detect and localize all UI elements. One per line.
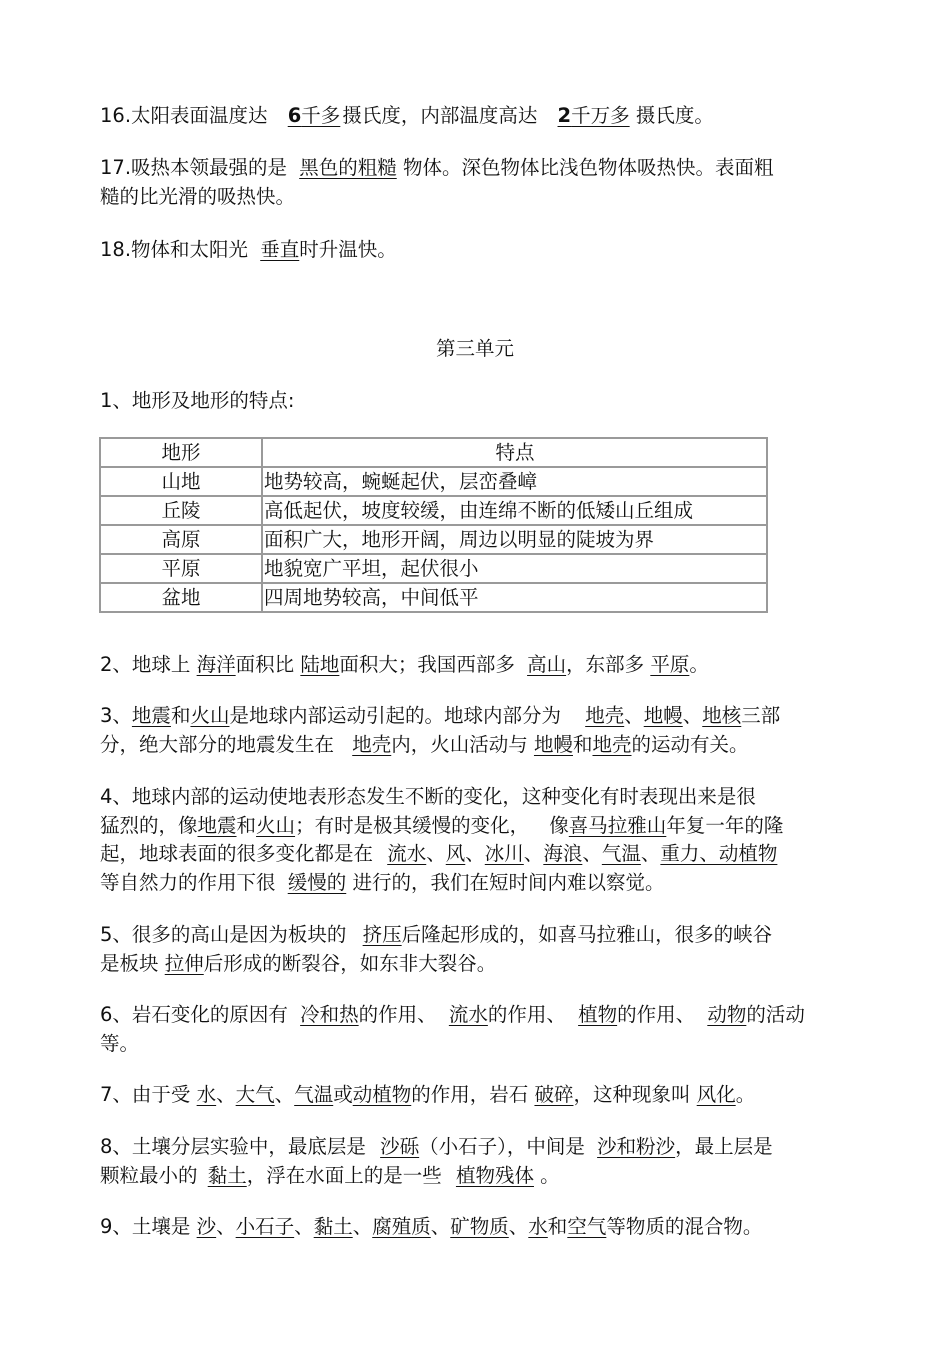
text: 摄氏度。: [635, 104, 714, 127]
text: 16.太阳表面温度达: [100, 104, 268, 127]
text: 5、很多的高山是因为板块的: [100, 923, 347, 946]
text: 进行的，我们在短时间内难以察觉。: [352, 870, 665, 894]
answer-blank: 地幔: [533, 732, 573, 756]
text: 是地球内部运动引起的。地球内部分为: [229, 704, 561, 727]
text: 8、土壤分层实验中，最底层是: [100, 1135, 366, 1158]
table-cell: 面积广大，地形开阔，周边以明显的陡坡为界: [262, 525, 767, 554]
text: 、: [294, 1215, 314, 1238]
table-cell: 丘陵: [100, 496, 262, 525]
text: 2、地球上: [100, 653, 191, 676]
text: 起，地球表面的很多变化都是在: [100, 842, 374, 865]
item-5: [100, 921, 850, 978]
text: 。: [689, 653, 709, 676]
answer-blank: 地震: [197, 813, 237, 837]
answer-blank: 大气: [235, 1083, 275, 1106]
text: 分，绝大部分的地震发生在: [100, 732, 335, 756]
table-cell: 四周地势较高，中间低平: [262, 583, 767, 612]
answer-blank: 沙和粉沙: [597, 1135, 676, 1158]
table-header-row: [100, 438, 767, 467]
text: 、: [682, 704, 703, 727]
text: 是板块: [100, 951, 159, 975]
text: 糙的比光滑的吸热快。: [100, 184, 296, 208]
text: 3、: [100, 704, 132, 727]
unit-title: 第三单元: [435, 337, 514, 360]
table-row: [100, 525, 767, 554]
text: 的运动有关。: [631, 732, 749, 756]
text: 年复一年的隆: [666, 813, 784, 837]
answer-blank: 冷和热: [300, 1003, 359, 1026]
answer-blank: 风: [445, 842, 466, 865]
text: 颗粒最小的: [100, 1163, 198, 1187]
header-cell: 特点: [262, 438, 767, 467]
answer-blank: 挤压: [362, 923, 402, 946]
text: 、: [508, 1215, 529, 1238]
answer-blank: 海洋: [196, 653, 236, 676]
answer-blank: 地震: [131, 704, 171, 727]
item-6: [100, 1001, 850, 1058]
answer-blank: 矿物质: [450, 1215, 509, 1238]
answer-blank: 平原: [650, 653, 690, 676]
text: 或: [333, 1083, 353, 1106]
table-row: [100, 467, 767, 496]
table-cell: 盆地: [100, 583, 262, 612]
text: 。: [540, 1163, 560, 1187]
table-cell: 地貌宽广平坦，起伏很小: [262, 554, 767, 583]
text: 、: [430, 1215, 451, 1238]
answer-blank: 动物: [707, 1003, 747, 1026]
table-row: [100, 554, 767, 583]
answer-blank: 气温: [294, 1083, 334, 1106]
text: 时升温快。: [299, 238, 397, 261]
text: 、: [523, 842, 544, 865]
answer-blank: 黑色的粗糙: [299, 156, 397, 179]
text: 像: [549, 813, 569, 837]
answer-blank: 气温: [601, 842, 641, 865]
text: 猛烈的，像: [100, 813, 198, 837]
answer-blank: 地幔: [643, 704, 683, 727]
item-18: [100, 236, 850, 265]
text: 和: [170, 704, 191, 727]
terrain-table: [99, 437, 768, 613]
answer-blank: 流水: [387, 842, 427, 865]
answer-blank: 千多: [301, 104, 341, 127]
text: 的作用，岩石: [411, 1083, 529, 1106]
item-2: [100, 651, 850, 680]
text: 18.物体和太阳光: [100, 238, 249, 261]
table-row: [100, 583, 767, 612]
answer-blank: 火山: [190, 704, 230, 727]
answer-blank: 小石子: [235, 1215, 295, 1238]
text: 、: [582, 842, 602, 865]
text: 后隆起形成的，如喜马拉雅山，很多的峡谷: [401, 923, 773, 946]
answer-blank: 陆地: [300, 653, 340, 676]
table-cell: 山地: [100, 467, 262, 496]
text: ；有时是极其缓慢的变化，: [295, 813, 530, 837]
text: 等。: [100, 1031, 140, 1055]
answer-blank: 植物残体: [455, 1163, 534, 1187]
answer-blank: 地壳: [352, 732, 392, 756]
text: ，东部多: [566, 653, 645, 676]
table-cell: 平原: [100, 554, 262, 583]
table-cell: 高低起伏，坡度较缓，由连绵不断的低矮山丘组成: [262, 496, 767, 525]
text: 的作用、: [358, 1003, 437, 1026]
answer-blank: 沙: [196, 1215, 217, 1238]
text: 17.吸热本领最强的是: [100, 156, 288, 179]
answer-blank: 拉伸: [164, 951, 204, 975]
answer-blank: 千万多: [571, 104, 630, 127]
answer-blank: 空气: [567, 1215, 607, 1238]
text: 等自然力的作用下很: [100, 870, 276, 894]
text: 9、土壤是: [100, 1215, 191, 1238]
text: 的活动: [746, 1003, 805, 1026]
answer-blank: 风化: [696, 1083, 736, 1106]
table-row: [100, 496, 767, 525]
text: 、: [216, 1083, 236, 1106]
text: 和: [236, 813, 257, 837]
answer-blank: 水: [528, 1215, 548, 1238]
text: 、: [465, 842, 485, 865]
answer-blank: 高山: [527, 653, 567, 676]
text: ，浮在水面上的是一些: [246, 1163, 442, 1187]
answer-blank: 黏土: [313, 1215, 353, 1238]
answer-blank: 水: [196, 1083, 217, 1106]
answer-blank: 黏土: [207, 1163, 247, 1187]
table-cell: 地势较高，蜿蜒起伏，层峦叠嶂: [262, 467, 767, 496]
item-4: [100, 783, 850, 897]
table-cell: 高原: [100, 525, 262, 554]
text: 6、岩石变化的原因有: [100, 1003, 288, 1026]
answer-blank: 植物: [578, 1003, 618, 1026]
text: ，最上层是: [675, 1135, 773, 1158]
text: （小石子），中间是: [419, 1135, 585, 1158]
text: 摄氏度，内部温度高达: [342, 104, 538, 127]
item-9: [100, 1213, 850, 1242]
text: 、: [426, 842, 446, 865]
text: 物体。深色物体比浅色物体吸热快。表面粗: [402, 156, 774, 179]
item-1: 1、地形及地形的特点:: [100, 389, 295, 412]
text: 、: [624, 704, 644, 727]
answer-number: 2: [557, 104, 572, 127]
answer-blank: 垂直: [260, 238, 300, 261]
text: 7、由于受: [100, 1083, 191, 1106]
answer-blank: 地壳: [585, 704, 625, 727]
header-cell: 地形: [100, 438, 262, 467]
item-16: [100, 102, 850, 131]
text: 、: [640, 842, 661, 865]
text: 的作用、: [487, 1003, 566, 1026]
answer-blank: 地壳: [592, 732, 632, 756]
text: 后形成的断裂谷，如东非大裂谷。: [203, 951, 497, 975]
answer-blank: 缓慢的: [287, 870, 347, 894]
answer-number: 6: [287, 104, 302, 127]
answer-blank: 火山: [256, 813, 296, 837]
text: 等物质的混合物。: [606, 1215, 763, 1238]
answer-blank: 重力、动植物: [660, 842, 778, 865]
text: 4、地球内部的运动使地表形态发生不断的变化，这种变化有时表现出来是很: [100, 785, 756, 808]
answer-blank: 冰川: [484, 842, 524, 865]
text: 内，火山活动与: [391, 732, 528, 756]
item-8: [100, 1133, 850, 1190]
answer-blank: 海浪: [543, 842, 583, 865]
answer-blank: 喜马拉雅山: [568, 813, 667, 837]
answer-blank: 腐殖质: [372, 1215, 431, 1238]
text: 面积比: [235, 653, 295, 676]
text: 、: [216, 1215, 236, 1238]
item-17: [100, 154, 850, 211]
answer-blank: 流水: [448, 1003, 488, 1026]
text: 、: [352, 1215, 373, 1238]
text: 三部: [741, 704, 781, 727]
text: 。: [735, 1083, 756, 1106]
answer-blank: 地核: [702, 704, 742, 727]
text: 和: [547, 1215, 568, 1238]
answer-blank: 沙砾: [380, 1135, 420, 1158]
item-3: [100, 702, 850, 759]
text: 面积大；我国西部多: [339, 653, 515, 676]
answer-blank: 破碎: [534, 1083, 574, 1106]
item-7: [100, 1081, 850, 1110]
text: 和: [572, 732, 593, 756]
text: 、: [274, 1083, 295, 1106]
answer-blank: 动植物: [352, 1083, 412, 1106]
text: ，这种现象叫: [573, 1083, 691, 1106]
text: 的作用、: [617, 1003, 696, 1026]
